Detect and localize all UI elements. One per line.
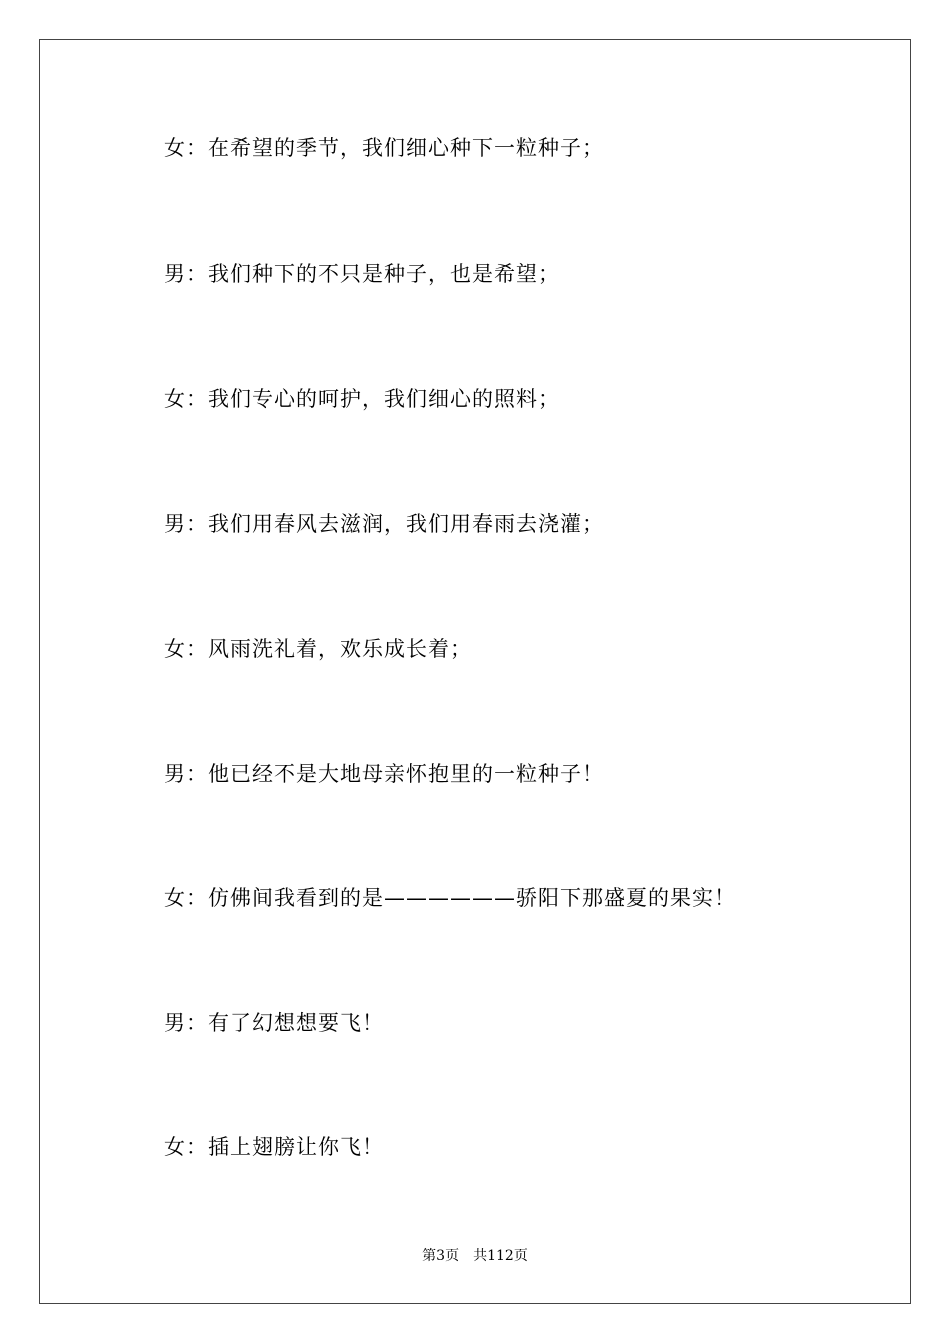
- speaker-separator: ：: [186, 136, 208, 160]
- dialogue-line: [164, 883, 736, 913]
- line-text: 我们种下的不只是种子，也是希望；: [208, 262, 560, 286]
- dialogue-line: [164, 384, 560, 414]
- speaker-separator: ：: [186, 387, 208, 411]
- speaker-separator: ：: [186, 762, 208, 786]
- page-footer: [0, 1246, 950, 1266]
- dialogue-line: [164, 1008, 384, 1038]
- speaker-separator: ：: [186, 512, 208, 536]
- current-page-number: 第3页: [422, 1248, 460, 1264]
- total-page-count: 共112页: [473, 1248, 528, 1264]
- dialogue-line: [164, 259, 560, 289]
- line-text: 我们专心的呵护，我们细心的照料；: [208, 387, 560, 411]
- line-text: 插上翅膀让你飞！: [208, 1135, 384, 1159]
- speaker-label: 男: [164, 762, 186, 786]
- page-border: [39, 39, 911, 1304]
- speaker-label: 女: [164, 1135, 186, 1159]
- dialogue-line: [164, 133, 604, 163]
- speaker-label: 女: [164, 387, 186, 411]
- line-text: 有了幻想想要飞！: [208, 1011, 384, 1035]
- speaker-separator: ：: [186, 886, 208, 910]
- speaker-label: 男: [164, 262, 186, 286]
- line-text: 仿佛间我看到的是——————骄阳下那盛夏的果实！: [208, 886, 736, 910]
- line-text: 在希望的季节，我们细心种下一粒种子；: [208, 136, 604, 160]
- line-text: 他已经不是大地母亲怀抱里的一粒种子！: [208, 762, 604, 786]
- speaker-separator: ：: [186, 637, 208, 661]
- speaker-label: 男: [164, 1011, 186, 1035]
- dialogue-line: [164, 759, 604, 789]
- line-text: 风雨洗礼着，欢乐成长着；: [208, 637, 472, 661]
- line-text: 我们用春风去滋润，我们用春雨去浇灌；: [208, 512, 604, 536]
- speaker-label: 女: [164, 136, 186, 160]
- speaker-separator: ：: [186, 1011, 208, 1035]
- speaker-label: 女: [164, 886, 186, 910]
- dialogue-line: [164, 509, 604, 539]
- speaker-label: 男: [164, 512, 186, 536]
- speaker-separator: ：: [186, 1135, 208, 1159]
- dialogue-line: [164, 1132, 384, 1162]
- speaker-separator: ：: [186, 262, 208, 286]
- speaker-label: 女: [164, 637, 186, 661]
- dialogue-line: [164, 634, 472, 664]
